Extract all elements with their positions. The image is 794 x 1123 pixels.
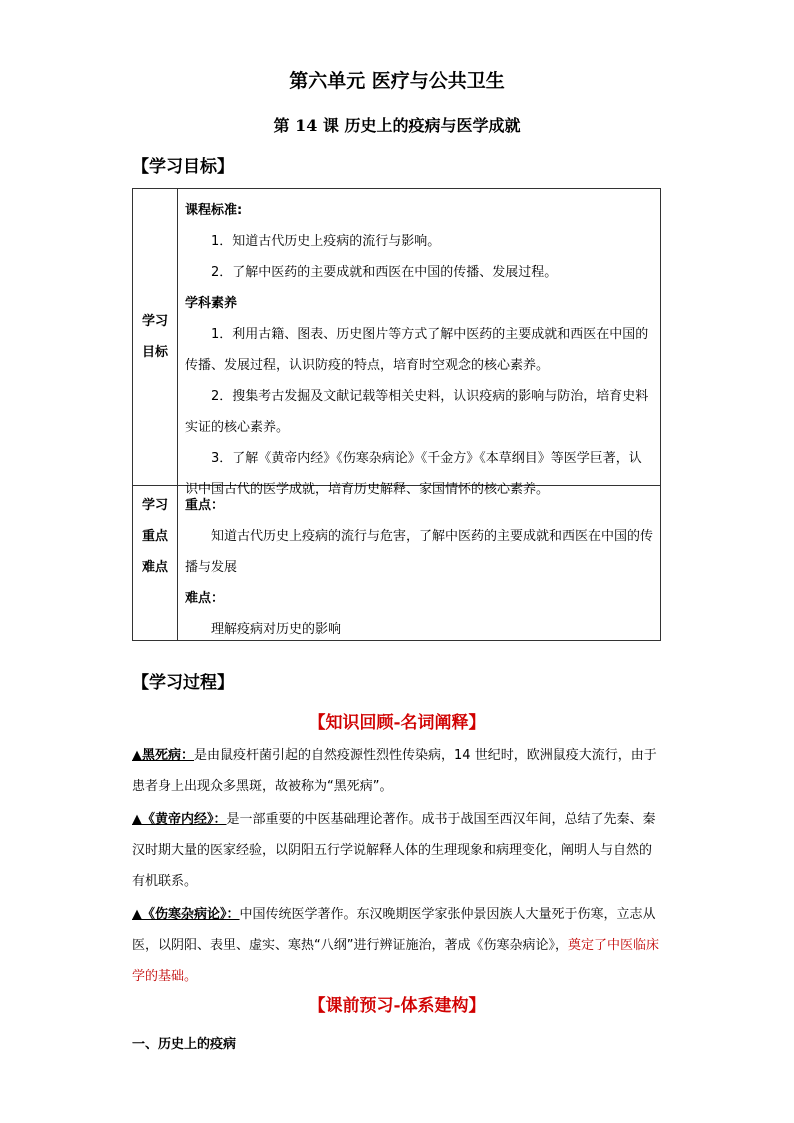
review-heading: 【知识回顾-名词阐释】 — [308, 713, 486, 733]
section-process-heading: 【学习过程】 — [132, 673, 234, 693]
key-header: 重点： — [185, 498, 225, 513]
term-marker: ▲ — [132, 812, 142, 827]
term-text: 中国传统医学著作。东汉晚期医学家张仲景因族人大量死于伤寒，立志从医，以阴阳、表里、虚实、寒热“八纲”进行辨证施治，著成《伤寒杂病论》， — [132, 907, 656, 953]
keypoints-label-line1: 学习 — [141, 498, 168, 513]
term-name: 《黄帝内经》 — [142, 812, 214, 827]
goals-label-line1: 学习 — [141, 314, 168, 329]
literacy-2: 2．搜集考古发掘及文献记载等相关史料，认识疫病的影响与防治，培育史料实证的核心素养。 — [185, 389, 649, 435]
literacy-header: 学科素养 — [185, 296, 238, 311]
section-goals-heading: 【学习目标】 — [132, 157, 234, 177]
literacy-3: 3．了解《黄帝内经》《伤寒杂病论》《千金方》《本草纲目》等医学巨著，认识中国古代的医学成就，培育历史解释、家国情怀的核心素养。 — [185, 451, 642, 497]
preview-heading: 【课前预习-体系建构】 — [308, 996, 486, 1016]
keypoints-label-cell — [133, 486, 178, 641]
term-separator: ： — [213, 812, 227, 827]
difficulty-header: 难点： — [185, 591, 225, 606]
term-entry — [132, 804, 662, 897]
goals-content-cell — [178, 189, 661, 497]
subsection-heading: 一、历史上的疫病 — [132, 1037, 237, 1052]
keypoints-row — [133, 486, 661, 641]
term-entry — [132, 899, 662, 992]
term-marker: ▲ — [132, 748, 142, 763]
term-name: 黑死病 — [142, 748, 182, 763]
term-entry — [132, 740, 662, 802]
standard-2: 2．了解中医药的主要成就和西医在中国的传播、发展过程。 — [211, 265, 558, 280]
lesson-title: 第 14 课 历史上的疫病与医学成就 — [273, 116, 521, 135]
unit-title: 第六单元 医疗与公共卫生 — [289, 70, 505, 92]
standards-header: 课程标准: — [185, 203, 243, 218]
term-name: 《伤寒杂病论》 — [142, 907, 227, 922]
goals-label-line2: 目标 — [141, 345, 168, 360]
standard-1: 1．知道古代历史上疫病的流行与影响。 — [211, 234, 441, 249]
term-marker: ▲ — [132, 907, 142, 922]
goals-table — [132, 188, 661, 641]
key-text: 知道古代历史上疫病的流行与危害，了解中医药的主要成就和西医在中国的传播与发展 — [185, 529, 654, 575]
term-text: 是一部重要的中医基础理论著作。成书于战国至西汉年间，总结了先秦、秦汉时期大量的医家经验，以阴阳五行学说解释人体的生理现象和病理变化，阐明人与自然的有机联系。 — [132, 812, 656, 889]
keypoints-content-cell — [178, 486, 661, 641]
keypoints-label-line3: 难点 — [141, 560, 168, 575]
literacy-1: 1．利用古籍、图表、历史图片等方式了解中医药的主要成就和西医在中国的传播、发展过程，认识防疫的特点，培育时空观念的核心素养。 — [185, 327, 649, 373]
term-separator: ： — [181, 748, 195, 763]
term-text-highlight: 奠定了中医临床学的基础。 — [132, 938, 659, 984]
keypoints-label-line2: 重点 — [141, 529, 168, 544]
term-text: 是由鼠疫杆菌引起的自然疫源性烈性传染病，14 世纪时，欧洲鼠疫大流行，由于患者身上出现众多黑斑，故被称为“黑死病”。 — [132, 748, 657, 794]
goals-row — [133, 189, 661, 486]
goals-label-cell — [133, 189, 178, 486]
difficulty-text: 理解疫病对历史的影响 — [211, 622, 342, 637]
term-separator: ： — [226, 907, 240, 922]
